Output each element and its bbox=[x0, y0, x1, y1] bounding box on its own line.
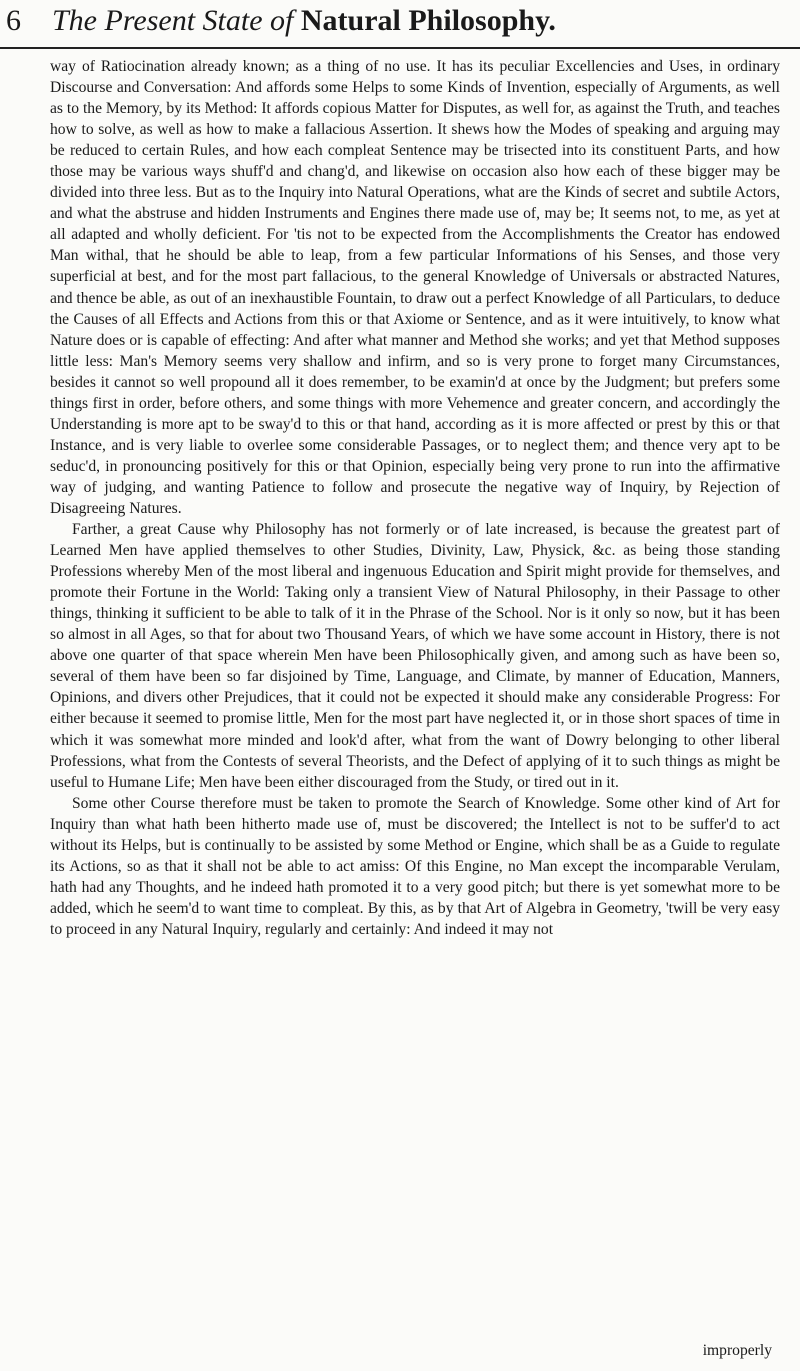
page-header bbox=[0, 0, 800, 52]
catchword: improperly bbox=[702, 1342, 772, 1359]
header-rule bbox=[0, 47, 800, 49]
paragraph-3: Some other Course therefore must be taken to promote the Search of Knowledge. Some other kind of Art for Inquiry than what hath been hitherto made use of, must be discovered; the Intellect is not to be suffer'd to act without its Helps, but is continually to be assisted by some Method or Engine, which shall be as a Guide to regulate its Actions, so as that it shall not be able to act amiss: Of this Engine, no Man except the incomparable Verulam, hath had any Thoughts, and he indeed hath promoted it to a very good pitch; but there is yet somewhat more to be added, which he seem'd to want time to compleat. By this, as by that Art of Algebra in Geometry, 'twill be very easy to proceed in any Natural Inquiry, regularly and certainly: And indeed it may not bbox=[50, 794, 780, 938]
body-text bbox=[50, 56, 780, 940]
paragraph-1: way of Ratiocination already known; as a thing of no use. It has its peculiar Excellencies and Uses, in ordinary Discourse and Conversation: And affords some Helps to some Kinds of Invention, especially of Arguments, as well as to the Memory, by its Method: It affords copious Matter for Disputes, as well for, as against the Truth, and teaches how to solve, as well as how to make a fallacious Assertion. It shews how the Modes of speaking and arguing may be reduced to certain Rules, and how each compleat Sentence may be trisected into its constituent Parts, and how those may be various ways shuff'd and chang'd, and likewise on occasion also how each of these bigger may be divided into three less. But as to the Inquiry into Natural Operations, what are the Kinds of secret and subtile Actors, and what the abstruse and hidden Instruments and Engines there made use of, may be; It seems not, to me, as yet at all adapted and wholly deficient. For 'tis not to be expected from the Accomplishments the Creator has endowed Man withal, that he should be able to leap, from a few particular Informations of his Senses, and those very superficial at best, and for the most part fallacious, to the general Knowledge of Universals or abstracted Natures, and thence be able, as out of an inexhaustible Fountain, to draw out a perfect Knowledge of all Particulars, to deduce the Causes of all Effects and Actions from this or that Axiome or Sentence, and as it were intuitively, to know what Nature does or is capable of effecting: And after what manner and Method she works; and yet that Method supposes little less: Man's Memory seems very shallow and infirm, and so is very prone to forget many Circumstances, besides it cannot so well propound all it does remember, to be examin'd at once by the Judgment; but prefers some things first in order, before others, and some things with more Vehemence and greater concern, and accordingly the Understanding is more apt to be sway'd to this or that hand, according as it is more affected or prest by this or that Instance, and is very liable to overlee some considerable Passages, or to neglect them; and thence very apt to be seduc'd, in pronouncing positively for this or that Opinion, especially being very prone to run into the affirmative way of judging, and wanting Patience to follow and prosecute the negative way of Inquiry, by Rejection of Disagreeing Natures. bbox=[50, 58, 780, 517]
running-head-italic: The Present State of bbox=[52, 4, 294, 37]
paragraph-2: Farther, a great Cause why Philosophy has not formerly or of late increased, is because the greatest part of Learned Men have applied themselves to other Studies, Divinity, Law, Physick, &c. as being those standing Professions whereby Men of the most liberal and ingenuous Education and Spirit might provide for themselves, and promote their Fortune in the World: Taking only a transient View of Natural Philosophy, in their Passage to other things, thinking it sufficient to be able to talk of it in the Phrase of the School. Nor is it only so now, but it has been so almost in all Ages, so that for about two Thousand Years, of which we have some account in History, there is not above one quarter of that space wherein Men have been Philosophically given, and among such as have been so, several of them have been so far disjoined by Time, Language, and Climate, by manner of Education, Manners, Opinions, and divers other Prejudices, that it could not be expected it should make any considerable Progress: For either because it seemed to promise little, Men for the most part have neglected it, or in those short spaces of time in which it was somewhat more minded and look'd after, what from the want of Dowry belonging to other liberal Professions, what from the Contests of several Theorists, and the Defect of applying of it to such things as might be useful to Humane Life; Men have been either discouraged from the Study, or tired out in it. bbox=[50, 521, 780, 791]
running-head-plain: Natural Philosophy. bbox=[300, 4, 556, 37]
running-head bbox=[52, 4, 556, 38]
page-number: 6 bbox=[6, 4, 21, 37]
